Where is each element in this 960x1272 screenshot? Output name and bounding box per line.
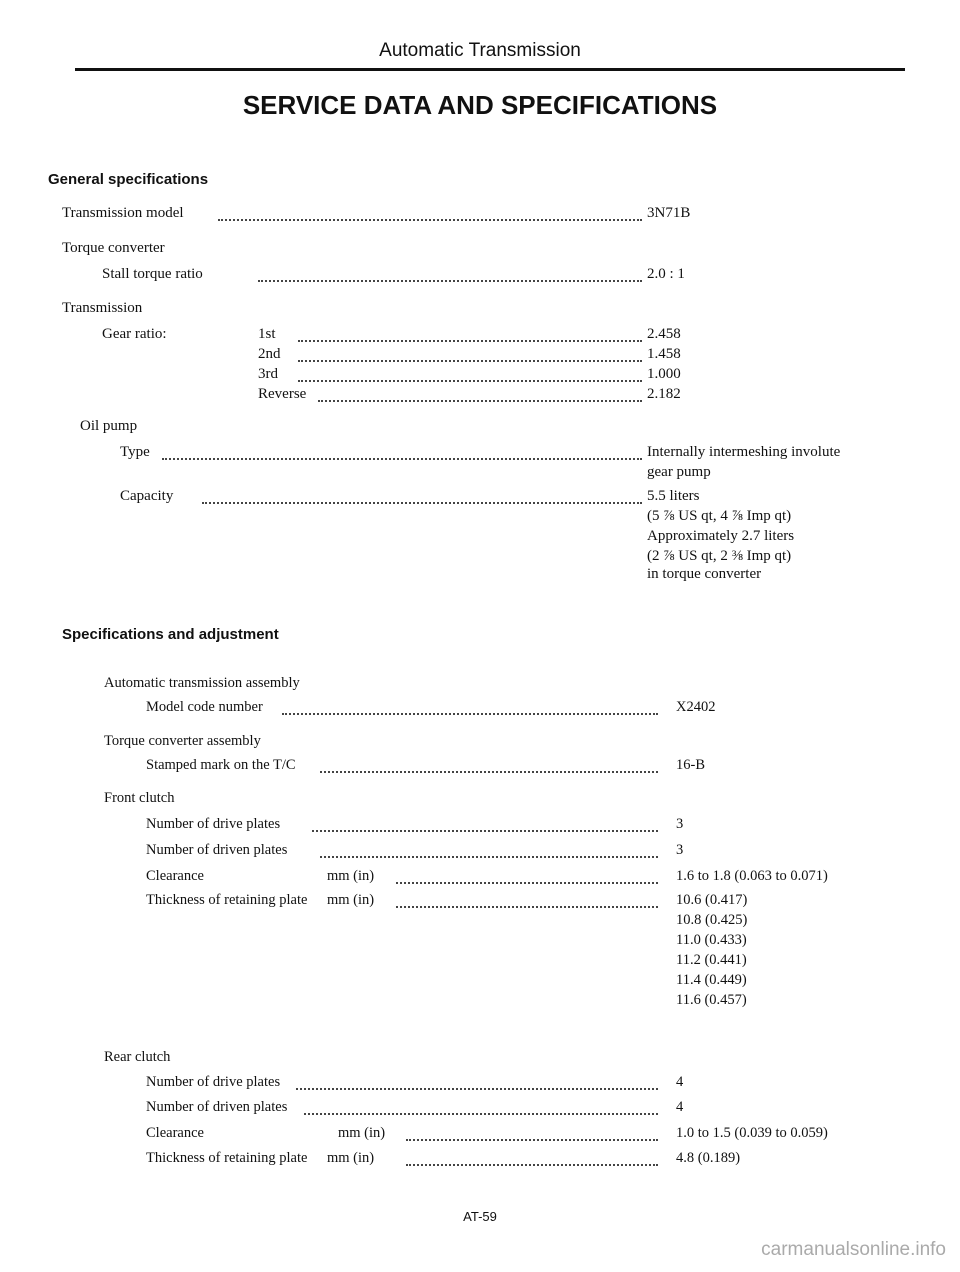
model-code-label: Model code number <box>146 699 263 715</box>
rear-clearance-value: 1.0 to 1.5 (0.039 to 0.059) <box>676 1125 828 1141</box>
watermark: carmanualsonline.info <box>761 1239 946 1260</box>
rear-thickness-unit: mm (in) <box>327 1150 375 1166</box>
leader-dots <box>162 456 642 460</box>
front-thickness-value: 10.6 (0.417) <box>676 892 748 908</box>
gear-ratio-value: 2.458 <box>647 326 681 342</box>
front-thickness-unit: mm (in) <box>327 892 375 908</box>
stamped-mark-label: Stamped mark on the T/C <box>146 757 296 773</box>
model-code-value: X2402 <box>676 699 716 715</box>
capacity-value: in torque converter <box>647 566 762 582</box>
gear-label: Reverse <box>258 386 307 402</box>
leader-dots <box>202 500 642 504</box>
front-thickness-value: 10.8 (0.425) <box>676 912 748 928</box>
front-clutch-label: Front clutch <box>104 790 175 806</box>
front-driven-plates-label: Number of driven plates <box>146 842 288 858</box>
stall-torque-ratio-value: 2.0 : 1 <box>647 266 685 282</box>
gear-label: 1st <box>258 326 276 342</box>
rear-thickness-label: Thickness of retaining plate <box>146 1150 308 1166</box>
oil-pump-type-value: Internally intermeshing involute <box>647 444 841 460</box>
stall-torque-ratio-label: Stall torque ratio <box>102 266 203 282</box>
transmission-label: Transmission <box>62 300 143 316</box>
rear-driven-plates-label: Number of driven plates <box>146 1099 288 1115</box>
capacity-label: Capacity <box>120 488 174 504</box>
gear-ratio-value: 2.182 <box>647 386 681 402</box>
gear-ratio-label: Gear ratio: <box>102 326 167 342</box>
running-header: Automatic Transmission <box>379 40 581 61</box>
front-thickness-label: Thickness of retaining plate <box>146 892 308 908</box>
leader-dots <box>312 828 658 832</box>
gear-label: 3rd <box>258 366 278 382</box>
gear-ratio-value: 1.458 <box>647 346 681 362</box>
oil-pump-type-label: Type <box>120 444 150 460</box>
rear-clearance-label: Clearance <box>146 1125 204 1141</box>
front-clearance-value: 1.6 to 1.8 (0.063 to 0.071) <box>676 868 828 884</box>
page-title: SERVICE DATA AND SPECIFICATIONS <box>242 90 718 120</box>
page-number: AT-59 <box>463 1209 497 1224</box>
leader-dots <box>258 278 642 282</box>
front-thickness-value: 11.4 (0.449) <box>676 972 747 988</box>
front-drive-plates-label: Number of drive plates <box>146 816 281 832</box>
front-drive-plates-value: 3 <box>676 816 684 832</box>
leader-dots <box>318 398 642 402</box>
leader-dots <box>396 880 658 884</box>
capacity-value: (2 ⅞ US qt, 2 ⅜ Imp qt) <box>647 548 792 564</box>
leader-dots <box>282 711 658 715</box>
gear-label: 2nd <box>258 346 281 362</box>
front-clearance-unit: mm (in) <box>327 868 375 884</box>
capacity-value: (5 ⅞ US qt, 4 ⅞ Imp qt) <box>647 508 792 524</box>
front-thickness-value: 11.2 (0.441) <box>676 952 747 968</box>
rear-drive-plates-value: 4 <box>676 1074 684 1090</box>
leader-dots <box>296 1086 658 1090</box>
leader-dots <box>304 1111 658 1115</box>
rear-clearance-unit: mm (in) <box>338 1125 386 1141</box>
leader-dots <box>396 904 658 908</box>
stamped-mark-value: 16-B <box>676 757 705 773</box>
capacity-value: 5.5 liters <box>647 488 700 504</box>
capacity-value: Approximately 2.7 liters <box>647 528 795 544</box>
header-rule <box>75 68 905 71</box>
oil-pump-label: Oil pump <box>80 418 138 434</box>
leader-dots <box>406 1162 658 1166</box>
leader-dots <box>218 217 642 221</box>
transmission-model-value: 3N71B <box>647 205 691 221</box>
front-clearance-label: Clearance <box>146 868 204 884</box>
leader-dots <box>320 769 658 773</box>
front-driven-plates-value: 3 <box>676 842 684 858</box>
transmission-model-label: Transmission model <box>62 205 184 221</box>
rear-thickness-value: 4.8 (0.189) <box>676 1150 741 1166</box>
rear-clutch-label: Rear clutch <box>104 1049 171 1065</box>
gear-ratio-value: 1.000 <box>647 366 681 382</box>
leader-dots <box>298 378 642 382</box>
at-assembly-label: Automatic transmission assembly <box>104 675 300 691</box>
torque-converter-label: Torque converter <box>62 240 165 256</box>
front-thickness-value: 11.6 (0.457) <box>676 992 747 1008</box>
section-heading-adjustment: Specifications and adjustment <box>62 626 279 643</box>
rear-driven-plates-value: 4 <box>676 1099 684 1115</box>
tc-assembly-label: Torque converter assembly <box>104 733 261 749</box>
front-thickness-value: 11.0 (0.433) <box>676 932 747 948</box>
leader-dots <box>320 854 658 858</box>
oil-pump-type-value: gear pump <box>647 464 711 480</box>
section-heading-general: General specifications <box>48 171 209 188</box>
rear-drive-plates-label: Number of drive plates <box>146 1074 281 1090</box>
leader-dots <box>406 1137 658 1141</box>
leader-dots <box>298 358 642 362</box>
leader-dots <box>298 338 642 342</box>
